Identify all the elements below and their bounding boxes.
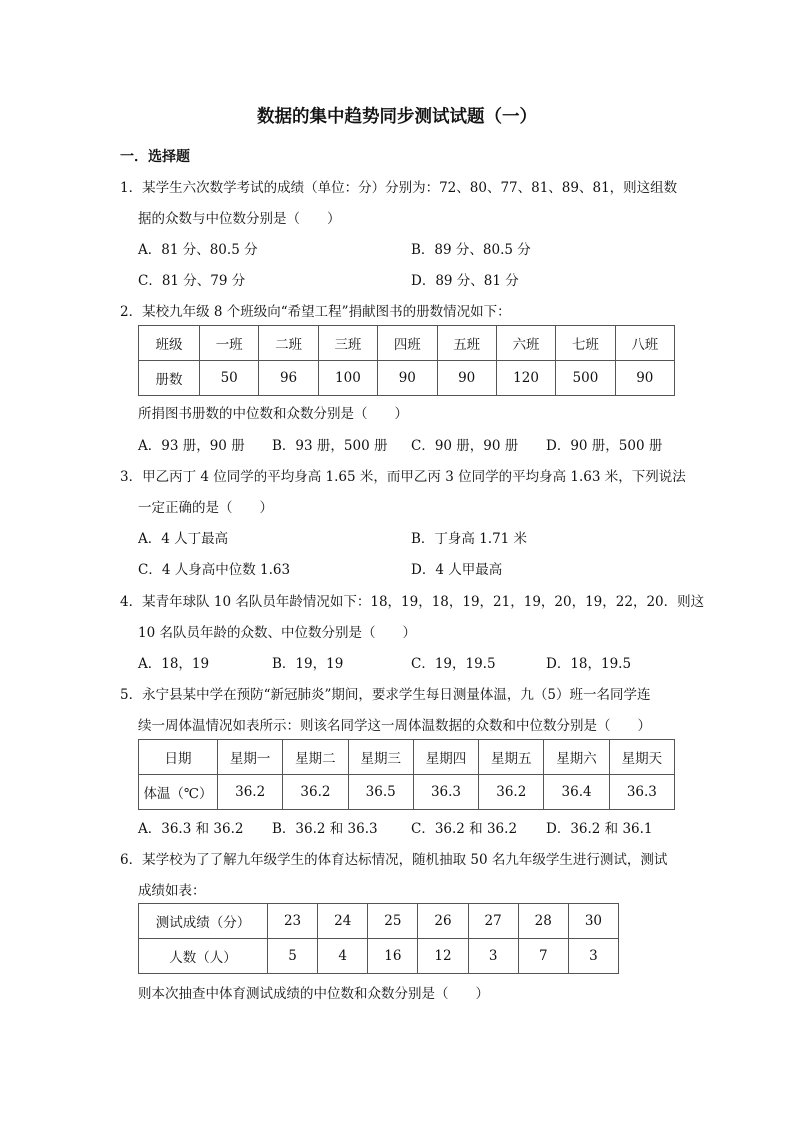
- table-cell: 36.2: [479, 775, 544, 810]
- table-cell: 27: [468, 904, 518, 939]
- question-4-line-1: 4．某青年球队 10 名队员年龄情况如下：18，19，18，19，21，19，20，19，22，20．则这: [120, 594, 705, 610]
- q2-option-b: B．93 册，500 册: [272, 438, 388, 454]
- question-1-line-1: 1．某学生六次数学考试的成绩（单位：分）分别为：72、80、77、81、89、81，则这组数: [120, 180, 678, 196]
- question-6-line-3: 则本次抽查中体育测试成绩的中位数和众数分别是（ ）: [138, 986, 489, 1002]
- table-cell: 班级: [139, 326, 200, 361]
- q4-option-b: B．19，19: [272, 656, 344, 672]
- q5-option-d: D．36.2 和 36.1: [546, 821, 653, 837]
- q5-option-b: B．36.2 和 36.3: [272, 821, 378, 837]
- table-cell: 100: [318, 361, 377, 396]
- table-cell: 36.2: [218, 775, 283, 810]
- table-cell: 24: [318, 904, 368, 939]
- table-cell: 36.4: [544, 775, 609, 810]
- table-cell: 28: [518, 904, 568, 939]
- table-cell: 一班: [200, 326, 259, 361]
- table-cell: 七班: [556, 326, 615, 361]
- table-cell: 36.5: [348, 775, 413, 810]
- q4-option-d: D．18，19.5: [546, 656, 632, 672]
- q2-option-c: C．90 册，90 册: [411, 438, 519, 454]
- q3-option-a: A．4 人丁最高: [138, 531, 229, 547]
- table-cell: 90: [615, 361, 674, 396]
- question-1-line-2: 据的众数与中位数分别是（ ）: [138, 211, 341, 227]
- table-cell: 96: [259, 361, 318, 396]
- table-cell: 星期二: [283, 740, 348, 775]
- q3-option-d: D．4 人甲最高: [411, 562, 503, 578]
- table-cell: 26: [418, 904, 468, 939]
- table-cell: 星期五: [479, 740, 544, 775]
- q2-option-d: D．90 册，500 册: [546, 438, 663, 454]
- table-cell: 人数（人）: [139, 939, 268, 974]
- table-cell: 星期天: [609, 740, 674, 775]
- section-heading: 一．选择题: [120, 149, 190, 165]
- question-6-line-1: 6．某学校为了了解九年级学生的体育达标情况，随机抽取 50 名九年级学生进行测试，测试: [120, 852, 668, 868]
- table-row: [139, 775, 675, 810]
- table-cell: 六班: [496, 326, 555, 361]
- table-cell: 星期一: [218, 740, 283, 775]
- table-cell: 星期六: [544, 740, 609, 775]
- q2-option-a: A．93 册，90 册: [138, 438, 245, 454]
- q5-option-a: A．36.3 和 36.2: [138, 821, 244, 837]
- table-cell: 测试成绩（分）: [139, 904, 268, 939]
- table-cell: 体温（℃）: [139, 775, 218, 810]
- table-cell: 7: [518, 939, 568, 974]
- q5-option-c: C．36.2 和 36.2: [411, 821, 518, 837]
- table-row: [139, 904, 619, 939]
- table-cell: 50: [200, 361, 259, 396]
- q4-option-a: A．18，19: [138, 656, 210, 672]
- question-6-line-2: 成绩如表：: [138, 883, 206, 899]
- table-cell: 5: [268, 939, 318, 974]
- table-cell: 36.3: [413, 775, 478, 810]
- table-cell: 3: [468, 939, 518, 974]
- q3-option-c: C．4 人身高中位数 1.63: [138, 562, 291, 578]
- table-cell: 八班: [615, 326, 674, 361]
- table-row: [139, 361, 675, 396]
- table-cell: 23: [268, 904, 318, 939]
- table-cell: 36.2: [283, 775, 348, 810]
- table-cell: 四班: [378, 326, 437, 361]
- q5-table: [138, 739, 675, 810]
- question-5-line-1: 5．永宁县某中学在预防“新冠肺炎”期间，要求学生每日测量体温，九（5）班一名同学连: [120, 687, 651, 703]
- question-2-line-1: 2．某校九年级 8 个班级向“希望工程”捐献图书的册数情况如下：: [120, 304, 511, 320]
- q1-option-a: A．81 分、80.5 分: [138, 242, 258, 258]
- table-cell: 册数: [139, 361, 200, 396]
- table-cell: 30: [568, 904, 618, 939]
- table-cell: 3: [568, 939, 618, 974]
- q2-table: [138, 325, 675, 396]
- q4-option-c: C．19，19.5: [411, 656, 496, 672]
- table-row: [139, 326, 675, 361]
- table-cell: 星期四: [413, 740, 478, 775]
- table-cell: 二班: [259, 326, 318, 361]
- q1-option-c: C．81 分、79 分: [138, 273, 246, 289]
- table-cell: 36.3: [609, 775, 674, 810]
- table-cell: 4: [318, 939, 368, 974]
- table-cell: 三班: [318, 326, 377, 361]
- q3-option-b: B．丁身高 1.71 米: [411, 531, 528, 547]
- q1-option-b: B．89 分、80.5 分: [411, 242, 531, 258]
- table-cell: 星期三: [348, 740, 413, 775]
- page-title: 数据的集中趋势同步测试试题（一）: [257, 107, 537, 127]
- question-5-line-2: 续一周体温情况如表所示：则该名同学这一周体温数据的众数和中位数分别是（ ）: [138, 718, 651, 734]
- q1-option-d: D．89 分、81 分: [411, 273, 519, 289]
- question-2-line-2: 所捐图书册数的中位数和众数分别是（ ）: [138, 406, 408, 422]
- q6-table: [138, 903, 619, 974]
- table-cell: 五班: [437, 326, 496, 361]
- table-cell: 120: [496, 361, 555, 396]
- table-cell: 日期: [139, 740, 218, 775]
- table-cell: 500: [556, 361, 615, 396]
- table-row: [139, 939, 619, 974]
- table-cell: 25: [368, 904, 418, 939]
- table-cell: 90: [437, 361, 496, 396]
- question-3-line-2: 一定正确的是（ ）: [138, 500, 273, 516]
- question-4-line-2: 10 名队员年龄的众数、中位数分别是（ ）: [138, 625, 416, 641]
- table-cell: 12: [418, 939, 468, 974]
- question-3-line-1: 3．甲乙丙丁 4 位同学的平均身高 1.65 米，而甲乙丙 3 位同学的平均身高 1.63 米，下列说法: [120, 469, 686, 485]
- table-cell: 90: [378, 361, 437, 396]
- table-row: [139, 740, 675, 775]
- table-cell: 16: [368, 939, 418, 974]
